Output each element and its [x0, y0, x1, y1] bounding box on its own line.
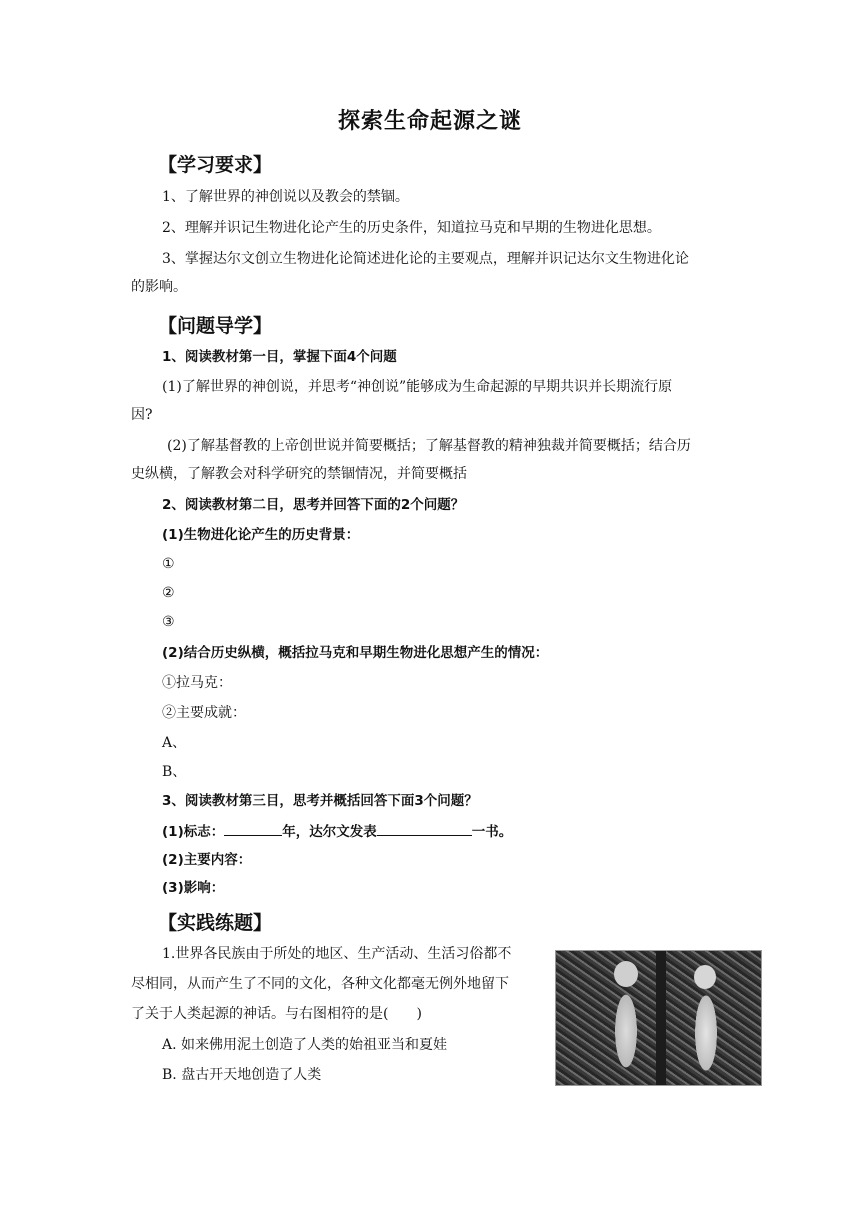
guide-q3-item2: (2)主要内容：: [162, 852, 252, 868]
section-heading-practice: 【实践练题】: [158, 912, 273, 934]
q3-item1-middle: 年，达尔文发表: [282, 824, 377, 840]
achievement-a: A、: [162, 735, 187, 751]
practice-q1-line1: 1.世界各民族由于所处的地区、生产活动、生活习俗都不: [162, 946, 512, 962]
guide-q1-item2-line2: 史纵横，了解教会对科学研究的禁锢情况，并简要概括: [131, 466, 467, 482]
guide-q1-item1-line2: 因?: [131, 407, 153, 423]
year-blank: [224, 820, 282, 836]
answer-slot-1: ①: [162, 556, 175, 572]
guide-question-1: 1、阅读教材第一目，掌握下面4个问题: [162, 349, 397, 365]
section-heading-guide: 【问题导学】: [158, 315, 273, 337]
adam-figure-head: [614, 961, 638, 987]
guide-q1-item2-line1: (2)了解基督教的上帝创世说并简要概括；了解基督教的精神独裁并简要概括；结合历: [167, 438, 691, 454]
practice-option-a: A. 如来佛用泥土创造了人类的始祖亚当和夏娃: [162, 1037, 448, 1053]
requirement-2: 2、理解并识记生物进化论产生的历史条件，知道拉马克和早期的生物进化思想。: [162, 220, 661, 236]
book-title-blank: [377, 820, 472, 836]
answer-slot-2: ②: [162, 585, 175, 601]
requirement-3-line2: 的影响。: [131, 279, 187, 295]
achievement-label: ②主要成就：: [162, 705, 246, 721]
q3-item1-suffix: 一书。: [471, 824, 513, 840]
adam-and-eve-illustration: [555, 950, 762, 1086]
guide-q3-item1: [162, 820, 512, 842]
requirement-1: 1、了解世界的神创说以及教会的禁锢。: [162, 189, 409, 205]
guide-question-3: 3、阅读教材第三目，思考并概括回答下面3个问题？: [162, 793, 478, 809]
practice-option-b: B. 盘古开天地创造了人类: [162, 1067, 322, 1083]
practice-q1-line3: 了关于人类起源的神话。与右图相符的是( ): [131, 1006, 422, 1022]
lamarck-label: ①拉马克：: [162, 675, 232, 691]
section-heading-requirements: 【学习要求】: [158, 154, 273, 176]
eve-figure-head: [694, 965, 716, 989]
practice-q1-line2: 尽相同，从而产生了不同的文化，各种文化都毫无例外地留下: [131, 976, 509, 992]
answer-slot-3: ③: [162, 614, 175, 630]
q3-item1-prefix: (1)标志：: [162, 824, 225, 840]
guide-q2-item1: (1)生物进化论产生的历史背景：: [162, 527, 360, 543]
achievement-b: B、: [162, 764, 187, 780]
guide-q3-item3: (3)影响：: [162, 880, 225, 896]
page-title: 探索生命起源之谜: [337, 109, 522, 134]
tree-trunk-shape: [656, 951, 666, 1085]
guide-question-2: 2、阅读教材第二目，思考并回答下面的2个问题？: [162, 497, 465, 513]
requirement-3-line1: 3、掌握达尔文创立生物进化论简述进化论的主要观点，理解并识记达尔文生物进化论: [162, 251, 689, 267]
guide-q1-item1-line1: (1)了解世界的神创说，并思考“神创说”能够成为生命起源的早期共识并长期流行原: [162, 379, 673, 395]
guide-q2-item2: (2)结合历史纵横，概括拉马克和早期生物进化思想产生的情况：: [162, 645, 549, 661]
